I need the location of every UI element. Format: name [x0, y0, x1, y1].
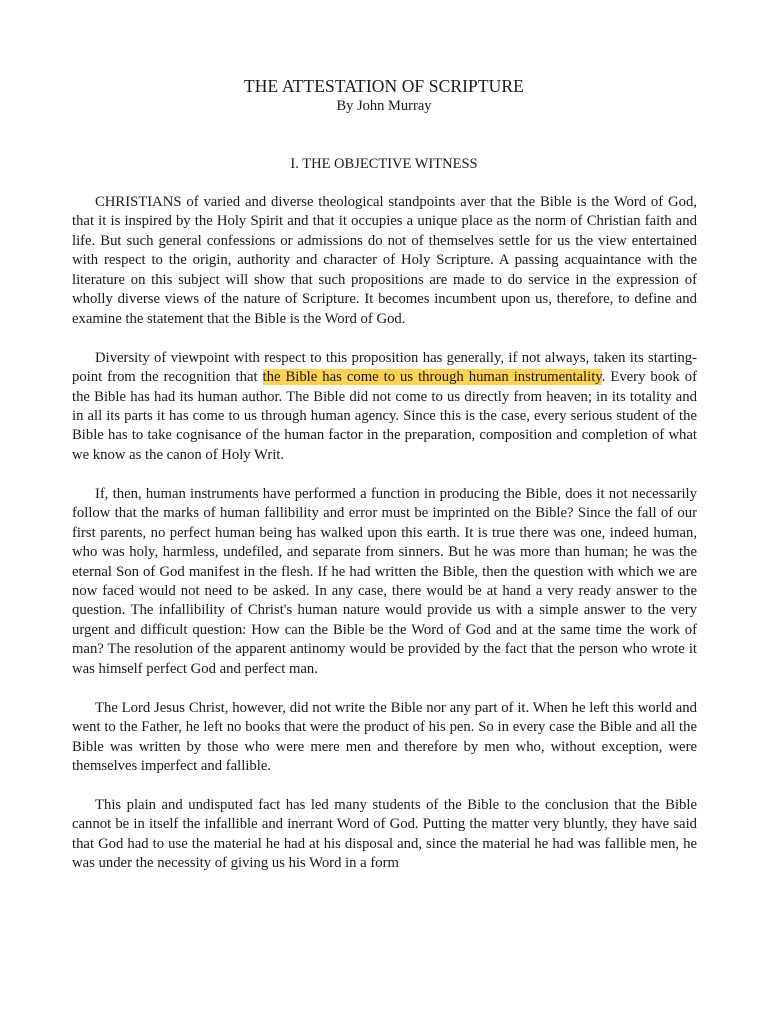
- paragraph: CHRISTIANS of varied and diverse theological standpoints aver that the Bible is the Word of God, that it is inspired by the Holy Spirit and that it occupies a unique place as the norm of Christian faith and life. But such general confessions or admissions do not of themselves settle for us the view entertained with respect to the origin, authority and character of Holy Scripture. A passing acquaintance with the literature on this subject will show that such propositions are made to do service in the expression of wholly diverse views of the nature of Scripture. It becomes incumbent upon us, therefore, to define and examine the statement that the Bible is the Word of God.: [72, 194, 697, 327]
- paragraph-text: . Every book of the Bible has had its human author. The Bible did not come to us directly from heaven; in its totality and in all its parts it has come to us through human agency. Since this is the case, every serious student of the Bible has to take cognisance of the human factor in the preparation, composition and completion of what we know as the canon of Holy Writ.: [72, 369, 697, 463]
- paragraph: [72, 349, 697, 466]
- paragraph: The Lord Jesus Christ, however, did not write the Bible nor any part of it. When he left this world and went to the Father, he left no books that were the product of his pen. So in every case the Bible and all the Bible was written by those who were mere men and therefore by men who, without exception, were themselves imperfect and fallible.: [72, 699, 697, 775]
- section-heading: I. THE OBJECTIVE WITNESS: [290, 156, 478, 172]
- paragraph: If, then, human instruments have performed a function in producing the Bible, does it not necessarily follow that the marks of human fallibility and error must be imprinted on the Bible? Since the fall of our first parents, no perfect human being has walked upon this earth. It is true there was one, indeed human, who was holy, harmless, undefiled, and separate from sinners. But he was more than human; he was the eternal Son of God manifest in the flesh. If he had written the Bible, then the question with which we are now faced would not need to be asked. In any case, there would be at hand a very ready answer to the question. The infallibility of Christ's human nature would provide us with a simple answer to the very urgent and difficult question: How can the Bible be the Word of God and at the same time the work of man? The resolution of the apparent antinomy would be provided by the fact that the person who wrote it was himself perfect God and perfect man.: [72, 485, 697, 677]
- paragraph-text: Diversity of viewpoint with respect to this proposition has generally, if not always, taken its starting-point from the recognition that: [72, 349, 697, 386]
- paragraph: This plain and undisputed fact has led many students of the Bible to the conclusion that the Bible cannot be in itself the infallible and inerrant Word of God. Putting the matter very bluntly, they have said that God had to use the material he had at his disposal and, since the material he had was fallible men, he was under the necessity of giving us his Word in a form: [72, 796, 697, 872]
- highlighted-text: the Bible has come to us through human instrumentality: [262, 369, 602, 386]
- document-title: THE ATTESTATION OF SCRIPTURE: [244, 76, 524, 96]
- document-author: By John Murray: [336, 98, 432, 114]
- document-body: [72, 193, 697, 893]
